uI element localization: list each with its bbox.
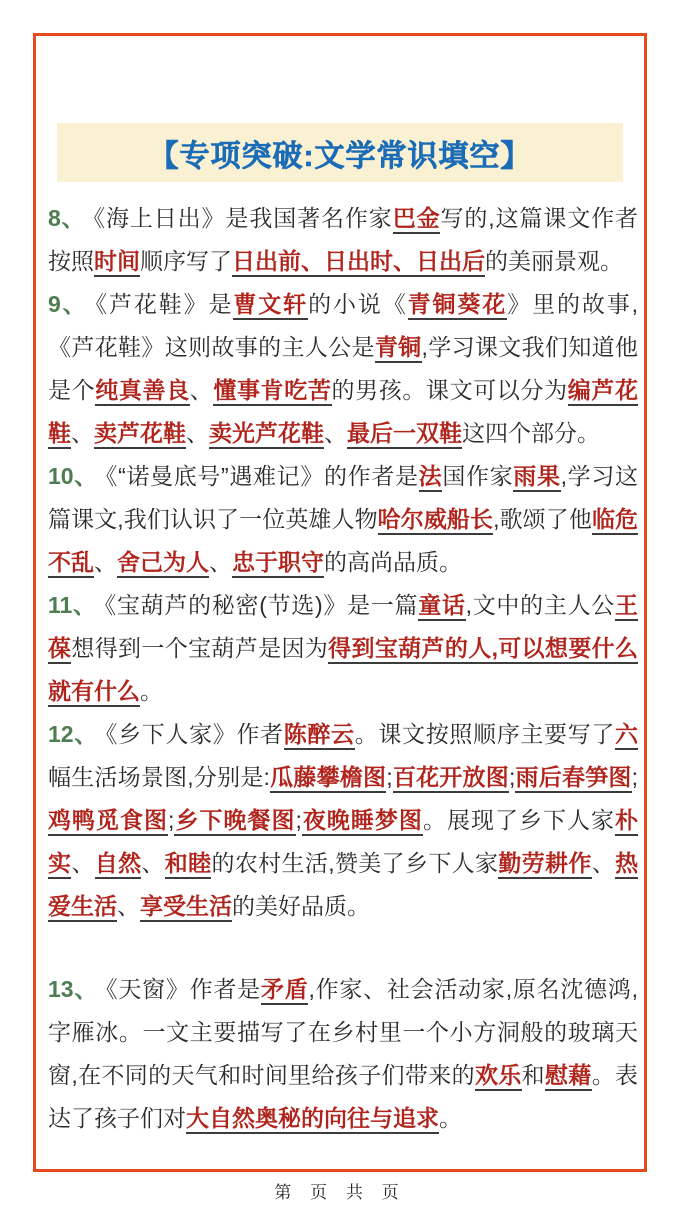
text-run: 国作家 — [442, 463, 514, 489]
text-run: 。 — [140, 678, 163, 704]
answer-blank: 曹文轩 — [233, 291, 308, 320]
paragraph-number: 11、 — [48, 592, 97, 618]
text-run: ; — [386, 764, 393, 790]
answer-blank: 自然 — [95, 850, 142, 879]
answer-blank: 忠于职守 — [232, 549, 324, 578]
text-run: 《芦花鞋》是 — [95, 291, 234, 317]
text-run: 幅生活场景图,分别是: — [48, 764, 270, 790]
text-run: 、 — [117, 893, 140, 919]
answer-blank: 巴金 — [393, 205, 441, 234]
answer-blank: 王葆 — [48, 592, 638, 664]
text-run: 。表达了孩子们对 — [48, 1062, 639, 1131]
page-title: 【专项突破:文学常识填空】 — [148, 139, 532, 173]
title-banner — [57, 123, 623, 182]
answer-blank: 编芦花鞋 — [48, 377, 638, 449]
answer-blank: 六 — [615, 721, 638, 750]
text-run: 《乡下人家》作者 — [105, 721, 284, 747]
text-run: 写的,这篇课文作者按照 — [48, 205, 639, 274]
text-run: 《海上日出》是我国著名作家 — [93, 205, 393, 231]
text-run: 和 — [521, 1062, 545, 1088]
answer-blank: 百花开放图 — [393, 764, 509, 793]
text-run: 、 — [186, 420, 209, 446]
answer-blank: 懂事肯吃苦 — [213, 377, 331, 406]
text-run: 的高尚品质。 — [324, 549, 462, 575]
answer-blank: 时间 — [94, 248, 140, 277]
answer-blank: 舍己为人 — [117, 549, 209, 578]
body-text — [48, 197, 638, 1140]
paragraph-number: 9、 — [48, 291, 88, 317]
text-run: 、 — [209, 549, 232, 575]
text-run: 的小说《 — [308, 291, 408, 317]
text-run: ,作家、社会活动家,原名沈德鸿,字雁冰。一文主要描写了在乡村里一个小方洞般的玻璃天窗,在不同的天气和时间里给孩子们带来的 — [48, 976, 639, 1088]
paragraph-11 — [48, 584, 638, 713]
text-run: ,文中的主人公 — [465, 592, 615, 618]
answer-blank: 热爱生活 — [48, 850, 638, 922]
text-run: 、 — [189, 377, 214, 403]
answer-blank: 雨后春笋图 — [515, 764, 631, 793]
answer-blank: 鸡鸭觅食图 — [48, 807, 168, 836]
paragraph-13 — [48, 968, 638, 1140]
answer-blank: 卖芦花鞋 — [94, 420, 186, 449]
answer-blank: 大自然奥秘的向往与追求 — [186, 1105, 439, 1134]
text-run: 。展现了乡下人家 — [422, 807, 616, 833]
answer-blank: 得到宝葫芦的人,可以想要什么就有什么 — [48, 635, 638, 707]
text-run: 》里的故事,《芦花鞋》这则故事的主人公是 — [48, 291, 639, 360]
page-footer: 第 页 共 页 — [274, 1183, 406, 1202]
text-run: 《“诺曼底号”遇难记》的作者是 — [105, 463, 419, 489]
answer-blank: 纯真善良 — [95, 377, 190, 406]
paragraph-8 — [48, 197, 638, 283]
answer-blank: 慰藉 — [545, 1062, 592, 1091]
paragraph-number: 8、 — [48, 205, 86, 231]
text-run: 、 — [71, 420, 94, 446]
answer-blank: 日出前、日出时、日出后 — [232, 248, 485, 277]
text-run: 顺序写了 — [140, 248, 232, 274]
paragraph-9 — [48, 283, 638, 455]
text-run: ; — [295, 807, 302, 833]
answer-blank: 勤劳耕作 — [498, 850, 591, 879]
answer-blank: 最后一双鞋 — [347, 420, 462, 449]
text-run: ,学习课文我们知道他是个 — [48, 334, 639, 403]
text-run: 。 — [439, 1105, 462, 1131]
paragraph-number: 13、 — [48, 976, 99, 1002]
answer-blank: 矛盾 — [261, 976, 309, 1005]
answer-blank: 朴实 — [48, 807, 638, 879]
text-run: ,歌颂了他 — [493, 506, 592, 532]
answer-blank: 乡下晚餐图 — [174, 807, 295, 836]
answer-blank: 享受生活 — [140, 893, 232, 922]
paragraph-10 — [48, 455, 638, 584]
answer-blank: 临危不乱 — [48, 506, 638, 578]
text-run: ; — [631, 764, 639, 790]
answer-blank: 卖光芦花鞋 — [209, 420, 324, 449]
answer-blank: 童话 — [418, 592, 465, 621]
text-run: 、 — [71, 850, 95, 876]
text-run: 的男孩。课文可以分为 — [331, 377, 568, 403]
text-run: 这四个部分。 — [462, 420, 600, 446]
paragraph-number: 12、 — [48, 721, 98, 747]
text-run: ,学习这篇课文,我们认识了一位英雄人物 — [48, 463, 638, 532]
answer-blank: 欢乐 — [475, 1062, 522, 1091]
paragraph-number: 10、 — [48, 463, 98, 489]
text-run: 。课文按照顺序主要写了 — [354, 721, 616, 747]
text-run: 《天窗》作者是 — [106, 976, 261, 1002]
answer-blank: 哈尔威船长 — [378, 506, 493, 535]
answer-blank: 瓜藤攀檐图 — [270, 764, 386, 793]
text-run: ; — [508, 764, 516, 790]
text-run: 、 — [141, 850, 165, 876]
text-run: 《宝葫芦的秘密(节选)》是一篇 — [104, 592, 419, 618]
answer-blank: 法 — [419, 463, 443, 492]
answer-blank: 雨果 — [513, 463, 560, 492]
answer-blank: 陈醉云 — [284, 721, 355, 750]
text-run: 想得到一个宝葫芦是因为 — [71, 635, 329, 661]
answer-blank: 和睦 — [165, 850, 212, 879]
text-run: 、 — [324, 420, 347, 446]
text-run: ; — [168, 807, 175, 833]
answer-blank: 青铜 — [375, 334, 422, 363]
text-run: 、 — [94, 549, 117, 575]
text-run: 、 — [591, 850, 616, 876]
text-run: 的美好品质。 — [232, 893, 370, 919]
paragraph-12 — [48, 713, 638, 928]
answer-blank: 夜晚睡梦图 — [302, 807, 423, 836]
text-run: 的农村生活,赞美了乡下人家 — [211, 850, 499, 876]
answer-blank: 青铜葵花 — [408, 291, 508, 320]
text-run: 的美丽景观。 — [485, 248, 623, 274]
